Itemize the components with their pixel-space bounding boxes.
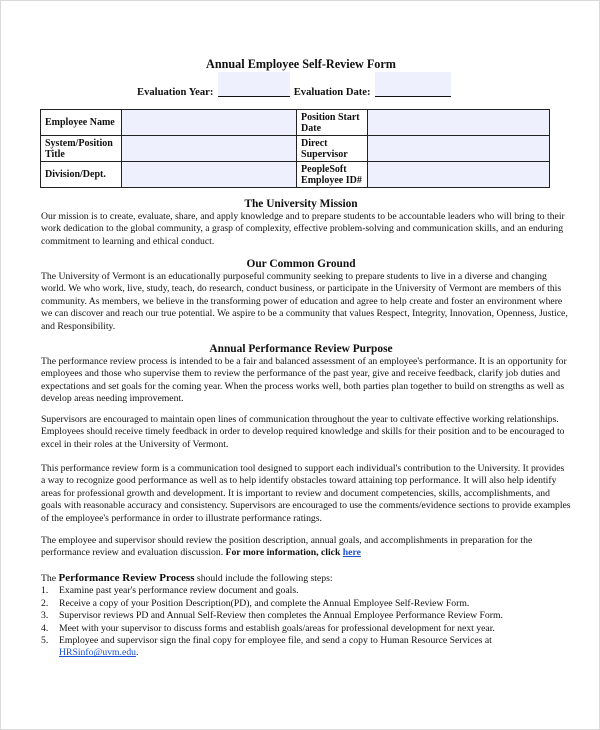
employee-name-field[interactable]: [121, 110, 296, 136]
division-dept-field[interactable]: [121, 162, 296, 188]
evaluation-row: [137, 84, 452, 98]
position-start-date-label: Position Start Date: [297, 110, 368, 136]
process-intro-pre: The: [41, 573, 57, 584]
evaluation-date-field[interactable]: [375, 84, 451, 97]
common-ground-text: The University of Vermont is an educationally purposeful community seeking to prepare students to live in a diverse and changing world. We who work, live, study, teach, do research, conduct business, or participate in the University of Vermont are members of this community. As members, we believe in the transforming power of education and agree to help create and foster an environment where we can discover and reach our true potential. We aspire to be a community that values Respect, Integrity, Innovation, Openness, Justice, and Responsibility.: [41, 271, 568, 332]
list-item: [41, 623, 581, 635]
evaluation-date-fill: [375, 72, 451, 96]
list-item: [41, 635, 581, 660]
step-text: Examine past year's performance review document and goals.: [59, 585, 299, 597]
purpose-paragraph-4: [41, 535, 571, 560]
more-info-link[interactable]: here: [342, 547, 361, 559]
process-intro-title: Performance Review Process: [58, 572, 195, 584]
table-row: [41, 136, 550, 162]
purpose-paragraph-1: The performance review process is intended to be a fair and balanced assessment of an employee's performance. It is an opportunity for employees and those who supervise them to review the performance of the past year, give and receive feedback, clarify job duties and expectations and set goals for the coming year. When the process works well, both parties plan together to build on strengths as well as develop areas needing improvement.: [41, 356, 567, 405]
position-start-date-field[interactable]: [367, 110, 549, 136]
evaluation-year-label: Evaluation Year:: [137, 87, 214, 98]
step-number: 2.: [41, 597, 49, 609]
list-item: [41, 585, 581, 597]
employee-name-label: Employee Name: [41, 110, 122, 136]
process-intro-post: should include the following steps:: [196, 573, 333, 584]
step-text: Meet with your supervisor to discuss forms and establish goals/areas for professional development for next year.: [59, 622, 495, 634]
step-text: Receive a copy of your Position Description(PD), and complete the Annual Employee Self-Review Form.: [59, 597, 470, 609]
evaluation-year-field[interactable]: [218, 84, 290, 97]
table-row: [41, 110, 550, 136]
list-item: [41, 598, 581, 610]
review-process-section: [41, 572, 581, 660]
list-item: [41, 610, 581, 622]
evaluation-date-label: Evaluation Date:: [293, 87, 371, 98]
common-ground-heading: Our Common Ground: [246, 258, 356, 270]
mission-text: Our mission is to create, evaluate, share, and apply knowledge and to prepare students to be accountable leaders who will bring to their work dedication to the global community, a grasp of complexity, effective problem-solving and communication skills, and an enduring commitment to learning and ethical conduct.: [41, 211, 565, 247]
evaluation-year-fill: [218, 72, 290, 96]
step-number: 5.: [41, 635, 49, 647]
system-position-title-label: System/Position Title: [41, 136, 122, 162]
mission-heading: The University Mission: [244, 198, 358, 210]
direct-supervisor-field[interactable]: [367, 136, 549, 162]
step-number: 3.: [41, 610, 49, 622]
employee-info-table: [40, 109, 550, 188]
step-number: 1.: [41, 585, 49, 597]
direct-supervisor-label: Direct Supervisor: [297, 136, 368, 162]
table-row: [41, 162, 550, 188]
process-intro: [41, 572, 581, 585]
more-info-label: For more information, click: [225, 547, 341, 559]
purpose-paragraph-3: This performance review form is a communication tool designed to support each individual's contribution to the University. It provides a way to recognize good performance as well as to help identify obstacles toward attaining top performance. It will also help identify areas for professional growth and development. It is important to review and document competencies, skills, accomplishments, and goals with reasonable accuracy and consistency. Supervisors are encouraged to use the comments/evidence sections to provide examples of the employee's performance in order to illustrate performance ratings.: [41, 463, 571, 524]
process-steps-list: [41, 585, 581, 659]
purpose-paragraph-4-text: The employee and supervisor should review the position description, annual goals, and accomplishments in preparation for the performance review and evaluation discussion.: [41, 535, 533, 559]
purpose-paragraph-2: Supervisors are encouraged to maintain open lines of communication throughout the year to cultivate effective working relationships. Employees should receive timely feedback in order to develop required knowledge and skills for their position and to be encouraged to excel in their roles at the University of Vermont.: [41, 414, 565, 450]
peoplesoft-id-field[interactable]: [367, 162, 549, 188]
step-text: Employee and supervisor sign the final copy for employee file, and send a copy to Human Resource Services at: [59, 635, 492, 647]
step-text: Supervisor reviews PD and Annual Self-Review then completes the Annual Employee Performance Review Form.: [59, 610, 503, 622]
hr-email-link[interactable]: HRSinfo@uvm.edu: [59, 647, 137, 659]
system-position-title-field[interactable]: [121, 136, 296, 162]
form-title: Annual Employee Self-Review Form: [206, 57, 396, 71]
email-trailing-period: .: [136, 647, 139, 659]
peoplesoft-id-label: PeopleSoft Employee ID#: [297, 162, 368, 188]
division-dept-label: Division/Dept.: [41, 162, 122, 188]
purpose-heading: Annual Performance Review Purpose: [209, 343, 393, 355]
step-number: 4.: [41, 622, 49, 634]
